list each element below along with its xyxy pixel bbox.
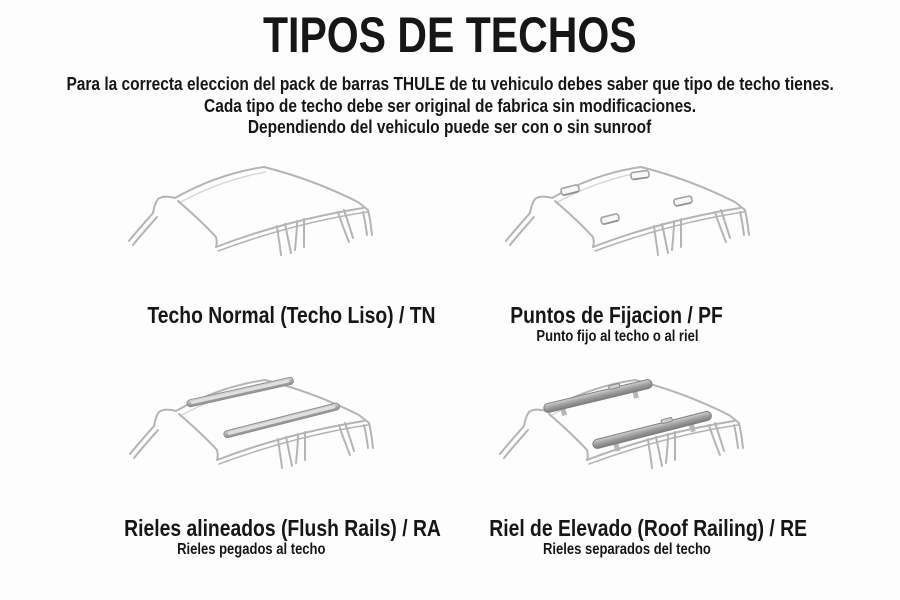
intro-text [0,74,900,139]
intro-line-2: Cada tipo de techo debe ser original de fabrica sin modificaciones. [203,95,697,116]
raised-rails-icon [542,376,714,457]
intro-line-3: Dependiendo del vehiculo puede ser con o sin sunroof [248,117,652,137]
roof-type-labels [462,302,772,345]
roof-type-sublabel: Rieles separados del techo [542,541,711,558]
roof-type-label: Riel de Elevado (Roof Railing) / RE [489,515,808,541]
fixpoint-roof-icon [497,150,797,300]
raised-railing-roof-icon [491,363,791,513]
normal-smooth-roof-icon [120,150,420,300]
roof-type-labels [94,515,441,558]
fixpoint-pads-icon [560,170,692,224]
roof-type-card-fixpoint [492,150,802,345]
page-title: TIPOS DE TECHOS [263,7,637,63]
flush-rails-roof-icon [121,363,421,513]
roof-type-label: Rieles alineados (Flush Rails) / RA [124,515,441,541]
roof-type-label: Techo Normal (Techo Liso) / TN [147,302,436,328]
roof-type-card-raised-railing [473,363,808,558]
roof-type-labels [120,302,436,328]
roof-type-label: Puntos de Fijacion / PF [510,302,724,328]
roof-type-card-normal [120,150,436,328]
intro-line-1: Para la correcta eleccion del pack de barras THULE de tu vehiculo debes saber que tipo de techo tienes. [66,74,834,94]
roof-type-sublabel: Rieles pegados al techo [177,541,326,558]
roof-type-card-flush-rails [113,363,441,558]
roof-type-labels [459,515,808,558]
roof-type-sublabel: Punto fijo al techo o al riel [535,328,699,345]
